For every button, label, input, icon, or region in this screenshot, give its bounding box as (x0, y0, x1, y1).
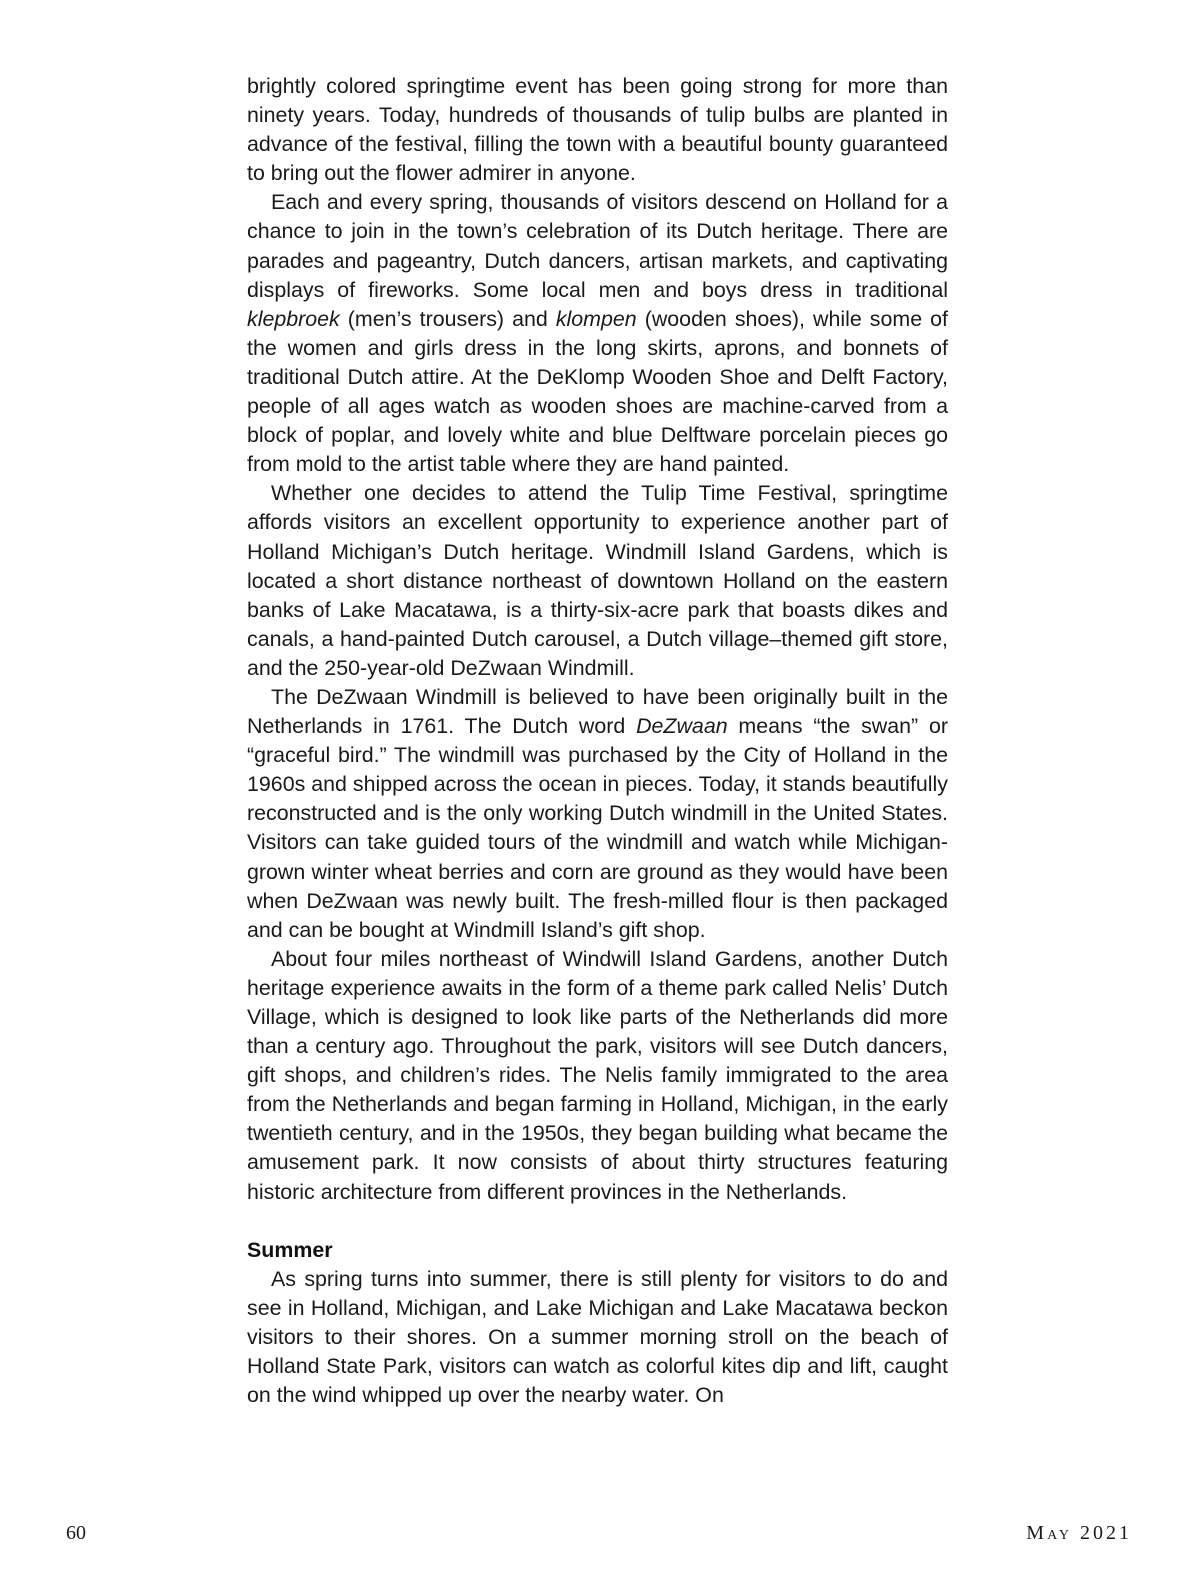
paragraph-5: About four miles northeast of Windwill Island Gardens, another Dutch heritage experience awaits in the form of a theme park called Nelis’ Dutch Village, which is designed to look like parts of the Netherlands did more than a century ago. Throughout the park, visitors will see Dutch dancers, gift shops, and children’s rides. The Nelis family immigrated to the area from the Netherlands and began farming in Holland, Michigan, in the early twentieth century, and in the 1950s, they began building what became the amusement park. It now consists of about thirty structures featuring historic architecture from different provinces in the Netherlands. (247, 946, 948, 1204)
paragraph-1: brightly colored springtime event has been going strong for more than ninety years. Today, hundreds of thousands of tulip bulbs are planted in advance of the festival, filling the town with a beautiful bounty guaranteed to bring out the flower admirer in anyone. (247, 74, 948, 186)
paragraph-4-text-a: The DeZwaan Windmill is believed to have been originally built in the Netherlands in 1761. The Dutch word (247, 684, 948, 739)
paragraph-2-text-c: (wooden shoes), while some of the women and girls dress in the long skirts, aprons, and bonnets of traditional Dutch attire. At the DeKlomp Wooden Shoe and Delft Factory, people of all ages watch as wooden shoes are machine-carved from a block of poplar, and lovely white and blue Delftware porcelain pieces go from mold to the artist table where they are hand painted. (247, 306, 948, 477)
paragraph-2 (247, 188, 948, 479)
article-body (247, 72, 948, 1410)
paragraph-4-text-b: means “the swan” or “graceful bird.” The windmill was purchased by the City of Holland in the 1960s and shipped across the ocean in pieces. Today, it stands beautifully reconstructed and is the only working Dutch windmill in the United States. Visitors can take guided tours of the windmill and watch while Michigan-grown winter wheat berries and corn are ground as they would have been when DeZwaan was newly built. The fresh-milled flour is then packaged and can be bought at Windmill Island’s gift shop. (247, 714, 948, 942)
paragraph-3: Whether one decides to attend the Tulip Time Festival, springtime affords visitors an excellent opportunity to experience another part of Holland Michigan’s Dutch heritage. Windmill Island Gardens, which is located a short distance northeast of downtown Holland on the eastern banks of Lake Macatawa, is a thirty-six-acre park that boasts dikes and canals, a hand-painted Dutch carousel, a Dutch village–themed gift store, and the 250-year-old DeZwaan Windmill. (247, 481, 948, 680)
paragraph-6: As spring turns into summer, there is still plenty for visitors to do and see in Holland, Michigan, and Lake Michigan and Lake Macatawa beckon visitors to their shores. On a summer morning stroll on the beach of Holland State Park, visitors can watch as colorful kites dip and lift, caught on the wind whipped up over the nearby water. On (247, 1266, 948, 1408)
section-heading-summer: Summer (247, 1237, 333, 1262)
term-klompen: klompen (555, 306, 637, 331)
issue-date: May 2021 (1026, 1522, 1132, 1544)
term-dezwaan: DeZwaan (636, 714, 728, 739)
page-number: 60 (66, 1522, 86, 1544)
term-klepbroek: klepbroek (247, 306, 340, 331)
paragraph-4 (247, 683, 948, 945)
paragraph-2-text-a: Each and every spring, thousands of visitors descend on Holland for a chance to join in the town’s celebration of its Dutch heritage. There are parades and pageantry, Dutch dancers, artisan markets, and captivating displays of fireworks. Some local men and boys dress in traditional (247, 190, 948, 302)
paragraph-2-text-b: (men’s trousers) and (339, 306, 556, 331)
